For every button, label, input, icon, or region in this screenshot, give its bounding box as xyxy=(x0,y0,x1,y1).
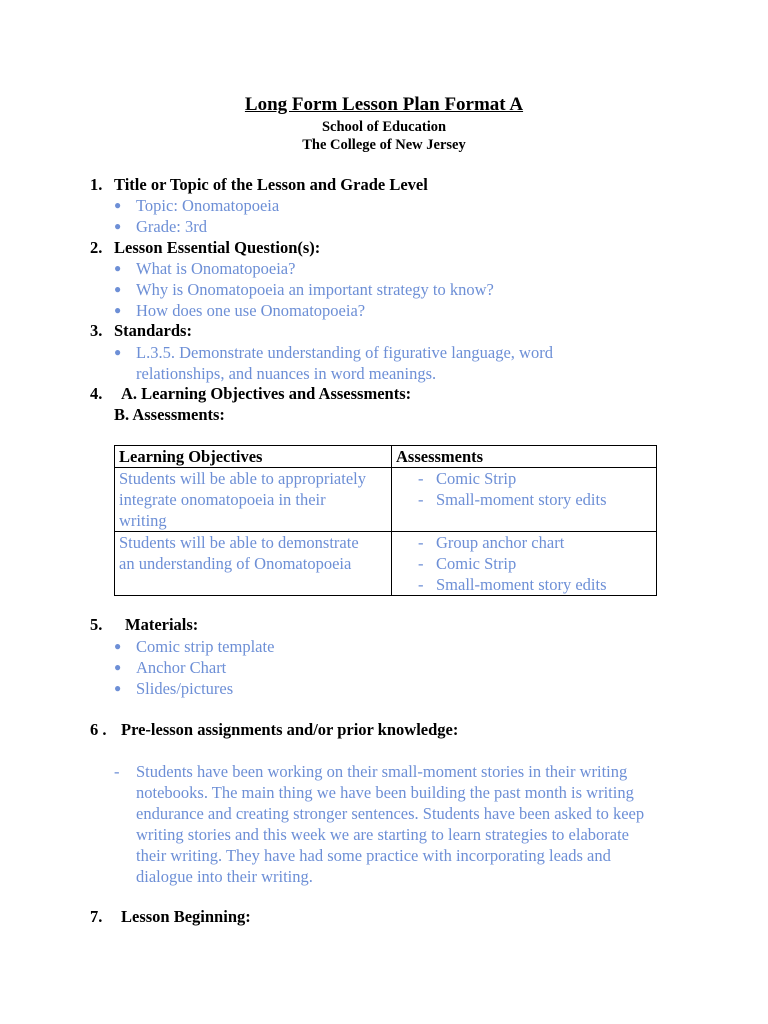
section-6-number: 6 . xyxy=(90,720,107,739)
assessment-cell xyxy=(392,468,657,532)
bullet-icon: ● xyxy=(114,345,122,359)
section-1-item: Topic: Onomatopoeia xyxy=(136,196,280,215)
prior-knowledge-line: notebooks. The main thing we have been building the past month is writing xyxy=(136,783,634,802)
section-4-number: 4. xyxy=(90,384,103,403)
assessment-item: - Comic Strip xyxy=(418,469,517,488)
objective-line: Students will be able to demonstrate xyxy=(119,533,359,552)
bullet-icon: ● xyxy=(114,681,122,695)
assessment-cell xyxy=(392,532,657,596)
material-item: Comic strip template xyxy=(136,637,275,656)
table-row xyxy=(115,468,657,532)
prior-knowledge-line: endurance and creating stronger sentences. Students have been asked to keep xyxy=(136,804,645,823)
college-name: The College of New Jersey xyxy=(302,137,466,153)
table-row xyxy=(115,532,657,596)
prior-knowledge-line: dialogue into their writing. xyxy=(136,867,313,886)
bullet-icon: ● xyxy=(114,282,122,296)
prior-knowledge-line: Students have been working on their small-moment stories in their writing xyxy=(136,762,628,781)
bullet-icon: ● xyxy=(114,639,122,653)
assessment-item: - Comic Strip xyxy=(418,554,517,573)
objective-line: writing xyxy=(119,511,167,530)
section-2-item: What is Onomatopoeia? xyxy=(136,259,296,278)
dash-icon: - xyxy=(418,554,424,573)
section-4-heading-b: B. Assessments: xyxy=(114,405,225,424)
table-header-assessments: Assessments xyxy=(392,446,657,468)
material-item: Slides/pictures xyxy=(136,679,234,698)
objectives-table xyxy=(114,445,657,596)
dash-icon: - xyxy=(418,469,424,488)
bullet-icon: ● xyxy=(114,219,122,233)
objective-cell xyxy=(115,468,392,532)
section-4-heading-a: A. Learning Objectives and Assessments: xyxy=(121,384,412,403)
section-5-heading: Materials: xyxy=(125,615,199,634)
dash-icon: - xyxy=(114,762,120,781)
bullet-icon: ● xyxy=(114,198,122,212)
section-7-heading: Lesson Beginning: xyxy=(121,907,251,926)
table-header-row xyxy=(115,446,657,468)
section-7-number: 7. xyxy=(90,907,103,926)
document-title: Long Form Lesson Plan Format A xyxy=(244,94,524,115)
objective-line: Students will be able to appropriately xyxy=(119,469,366,488)
dash-icon: - xyxy=(418,533,424,552)
section-2-heading: Lesson Essential Question(s): xyxy=(114,238,321,257)
objective-cell xyxy=(115,532,392,596)
standard-text-line-1: L.3.5. Demonstrate understanding of figurative language, word xyxy=(136,343,553,362)
section-1-item: Grade: 3rd xyxy=(136,217,208,236)
bullet-icon: ● xyxy=(114,303,122,317)
school-name: School of Education xyxy=(321,119,447,135)
section-3-number: 3. xyxy=(90,321,103,340)
assessment-item: - Group anchor chart xyxy=(418,533,565,552)
section-2-number: 2. xyxy=(90,238,103,257)
assessment-item: - Small-moment story edits xyxy=(418,490,607,509)
bullet-icon: ● xyxy=(114,660,122,674)
material-item: Anchor Chart xyxy=(136,658,227,677)
dash-icon: - xyxy=(418,575,424,594)
standard-text-line-2: relationships, and nuances in word meanings. xyxy=(136,364,437,383)
table-header-objectives: Learning Objectives xyxy=(115,446,392,468)
bullet-icon: ● xyxy=(114,261,122,275)
section-2-item: Why is Onomatopoeia an important strategy to know? xyxy=(136,280,494,299)
objective-line: an understanding of Onomatopoeia xyxy=(119,554,352,573)
section-2-item: How does one use Onomatopoeia? xyxy=(136,301,366,320)
dash-icon: - xyxy=(418,490,424,509)
section-1-number: 1. xyxy=(90,175,103,194)
assessment-item: - Small-moment story edits xyxy=(418,575,607,594)
section-1-heading: Title or Topic of the Lesson and Grade Level xyxy=(114,175,428,194)
section-6-heading: Pre-lesson assignments and/or prior knowledge: xyxy=(121,720,459,739)
section-3-heading: Standards: xyxy=(114,321,192,340)
prior-knowledge-line: writing stories and this week we are starting to learn strategies to elaborate xyxy=(136,825,630,844)
section-5-number: 5. xyxy=(90,615,103,634)
objective-line: integrate onomatopoeia in their xyxy=(119,490,326,509)
prior-knowledge-line: their writing. They have had some practice with incorporating leads and xyxy=(136,846,611,865)
